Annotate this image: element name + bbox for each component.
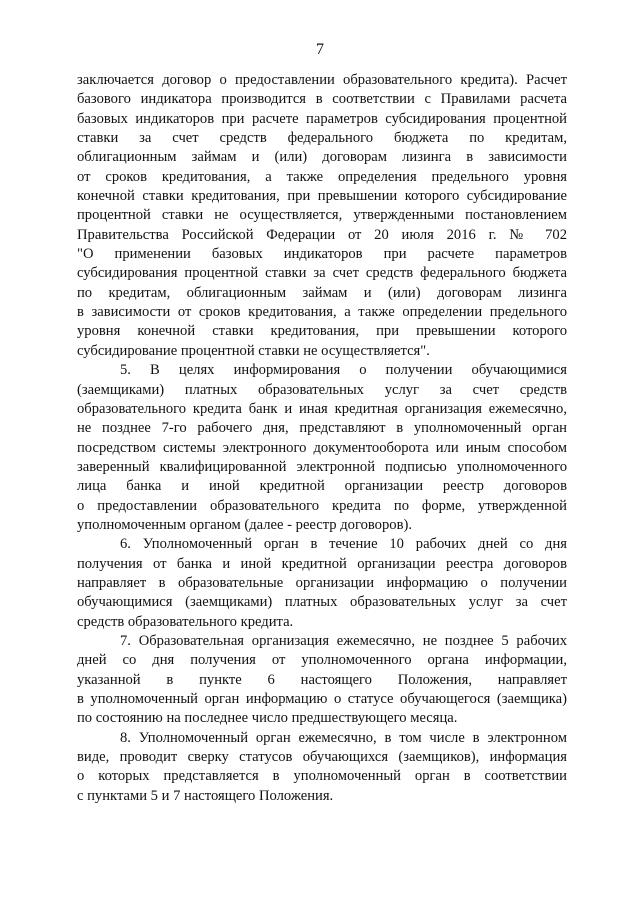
text-line: по состоянию на последнее число предшествующего месяца. [77,710,458,727]
text-line: субсидирования процентной ставки за счет средств федерального бюджета [77,265,567,282]
text-line: процентной ставки не осуществляется, утвержденными постановлением [77,207,567,224]
text-line: заключается договор о предоставлении образовательного кредита). Расчет [77,72,567,88]
text-line: Правительства Российской Федерации от 20 июля 2016 г. № 702 [77,226,567,243]
text-line: 5. В целях информирования о получении обучающимися [120,362,567,379]
text-line: ставки за счет средств федерального бюджета по кредитам, [77,130,567,147]
text-line: базовых индикаторов при расчете параметров субсидирования процентной [77,110,567,127]
text-line: не позднее 7-го рабочего дня, представляют в уполномоченный орган [77,420,567,437]
text-line: виде, проводит сверку статусов обучающихся (заемщиков), информация [77,749,567,766]
text-line: облигационным займам и (или) договорам лизинга в зависимости [77,149,567,166]
text-line: "О применении базовых индикаторов при расчете параметров [77,246,567,263]
text-line: конечной ставки кредитования, при превышении которого субсидирование [77,188,567,205]
text-line: получения от банка и иной кредитной организации реестра договоров [77,555,567,572]
text-line: средств образовательного кредита. [77,613,294,630]
document-body [77,71,567,806]
text-line: обучающимися (заемщиками) платных образовательных услуг за счет [77,594,567,611]
text-line: субсидирование процентной ставки не осуществляется". [77,342,430,359]
text-line: 8. Уполномоченный орган ежемесячно, в том числе в электронном [120,729,567,746]
text-line: с пунктами 5 и 7 настоящего Положения. [77,787,334,804]
text-line: 6. Уполномоченный орган в течение 10 рабочих дней со дня [120,536,567,553]
text-line: дней со дня получения от уполномоченного органа информации, [77,652,567,669]
text-line: о которых представляется в уполномоченный орган в соответствии [77,768,567,785]
text-line: в уполномоченный орган информацию о статусе обучающегося (заемщика) [77,691,567,707]
page-number: 7 [316,41,324,58]
text-line: базового индикатора производится в соответствии с Правилами расчета [77,91,567,108]
text-line: уровня конечной ставки кредитования, при превышении которого [77,323,567,340]
text-line: уполномоченным органом (далее - реестр договоров). [77,516,412,533]
text-line: указанной в пункте 6 настоящего Положения, направляет [77,671,567,688]
text-line: заверенный квалифицированной электронной подписью уполномоченного [77,458,567,475]
text-line: посредством системы электронного документооборота или иным способом [77,439,567,456]
text-line: (заемщиками) платных образовательных услуг за счет средств [77,381,567,398]
text-line: образовательного кредита банк и иная кредитная организация ежемесячно, [77,400,567,417]
text-line: в зависимости от сроков кредитования, а также определении предельного [77,304,567,321]
text-line: направляет в образовательные организации информацию о получении [77,574,567,591]
text-line: о предоставлении образовательного кредита по форме, утвержденной [77,497,567,514]
text-line: лица банка и иной кредитной организации реестр договоров [77,478,567,495]
text-line: от сроков кредитования, а также определения предельного уровня [77,168,567,185]
text-line: 7. Образовательная организация ежемесячно, не позднее 5 рабочих [120,632,567,649]
text-line: по кредитам, облигационным займам и (или) договорам лизинга [77,284,567,301]
